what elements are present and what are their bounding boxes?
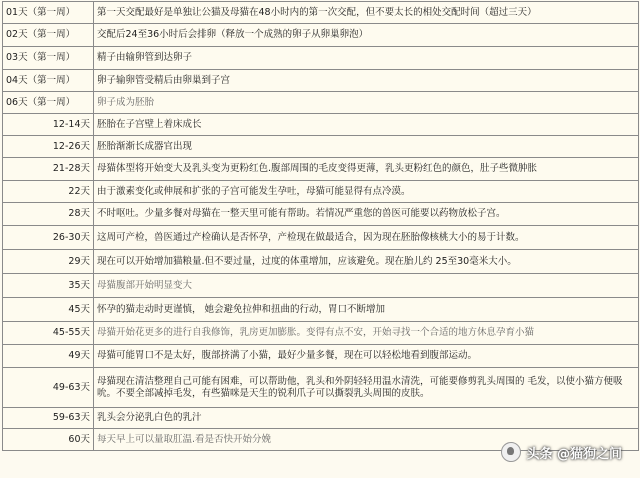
day-cell: 21-28天 [3,158,94,181]
table-row [3,47,639,70]
day-cell: 04天（第一周） [3,70,94,92]
watermark-text: 头条 @猫狗之间 [526,446,622,462]
description-cell: 乳头会分泌乳白色的乳汁 [94,408,639,429]
table-row [3,368,639,408]
description-cell: 现在可以开始增加猫粮量.但不要过量，过度的体重增加，应该避免。现在胎儿约 25至30毫米大小。 [94,250,639,274]
description-cell: 卵子成为胚胎 [94,92,639,114]
day-cell: 45天 [3,298,94,322]
table-row [3,114,639,136]
description-cell: 母猫腹部开始明显变大 [94,274,639,298]
pregnancy-timeline-table [2,1,639,451]
table-row [3,345,639,368]
table-row [3,136,639,158]
table-row [3,250,639,274]
day-cell: 29天 [3,250,94,274]
description-cell: 第一天交配最好是单独让公猫及母猫在48小时内的第一次交配，但不要太长的相处交配时间（超过三天） [94,2,639,24]
description-cell: 母猫现在清洁整理自己可能有困难，可以帮助他，乳头和外阴轻轻用温水清洗，可能要修剪乳头周围的 毛发，以使小猫方便吸吮。不要全部减掉毛发，有些猫咪是天生的锐利爪子可以撕裂乳头周围的皮肤。 [94,368,639,408]
day-cell: 60天 [3,429,94,451]
table-row [3,181,639,203]
description-cell: 交配后24至36小时后会排卵（释放一个成熟的卵子从卵巢卵泡） [94,24,639,47]
description-cell: 怀孕的猫走动时更谨慎， 她会避免拉伸和扭曲的行动，胃口不断增加 [94,298,639,322]
day-cell: 12-14天 [3,114,94,136]
day-cell: 28天 [3,203,94,226]
table-row [3,226,639,250]
day-cell: 45-55天 [3,322,94,345]
description-cell: 卵子输卵管受精后由卵巢到子宫 [94,70,639,92]
table-row [3,298,639,322]
description-cell: 胚胎在子宫壁上着床成长 [94,114,639,136]
description-cell: 每天早上可以量取肛温.看是否快开始分娩 [94,429,639,451]
table-row [3,322,639,345]
description-cell: 母猫体型将开始变大及乳头变为更粉红色.腹部周围的毛皮变得更薄，乳头更粉红色的颜色，肚子些微肿胀 [94,158,639,181]
table-row [3,408,639,429]
day-cell: 06天（第一周） [3,92,94,114]
watermark [501,442,622,462]
avatar-icon [501,442,521,462]
description-cell: 母猫开始花更多的进行自我修饰，乳房更加膨胀。变得有点不安，开始寻找一个合适的地方休息孕育小猫 [94,322,639,345]
day-cell: 12-26天 [3,136,94,158]
table-row [3,203,639,226]
day-cell: 01天（第一周） [3,2,94,24]
table-row [3,24,639,47]
day-cell: 26-30天 [3,226,94,250]
description-cell: 由于激素变化或伸展和扩张的子宫可能发生孕吐，母猫可能显得有点冷漠。 [94,181,639,203]
description-cell: 这周可产检，兽医通过产检确认是否怀孕，产检现在做最适合，因为现在胚胎像核桃大小的易于计数。 [94,226,639,250]
description-cell: 精子由输卵管到达卵子 [94,47,639,70]
table-row [3,274,639,298]
day-cell: 03天（第一周） [3,47,94,70]
day-cell: 22天 [3,181,94,203]
description-cell: 胚胎渐渐长成器官出现 [94,136,639,158]
day-cell: 49天 [3,345,94,368]
day-cell: 35天 [3,274,94,298]
description-cell: 不时呕吐。少量多餐对母猫在一整天里可能有帮助。若情况严重您的兽医可能要以药物放松子宫。 [94,203,639,226]
day-cell: 59-63天 [3,408,94,429]
day-cell: 49-63天 [3,368,94,408]
description-cell: 母猫可能胃口不是太好，腹部挤满了小猫，最好少量多餐，现在可以轻松地看到腹部运动。 [94,345,639,368]
table-row [3,92,639,114]
table-row [3,158,639,181]
table-row [3,2,639,24]
day-cell: 02天（第一周） [3,24,94,47]
table-row [3,70,639,92]
